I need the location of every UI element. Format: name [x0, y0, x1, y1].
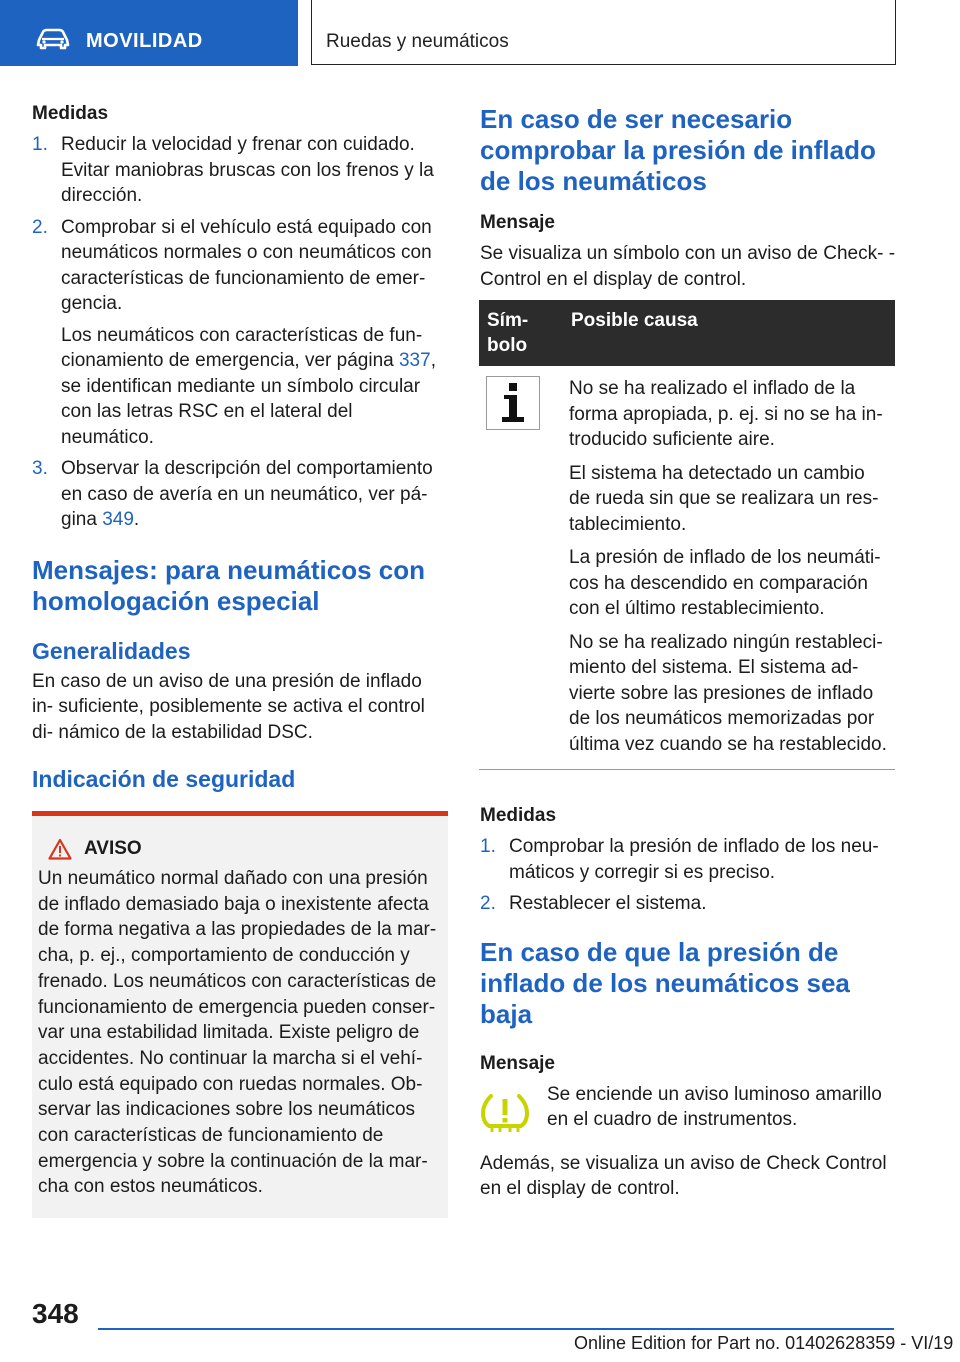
low-pressure-heading: En caso de que la presión de inflado de los neumáticos sea baja [480, 936, 850, 1029]
step-text: Comprobar si el vehículo está equipado con neumáticos normales o con neumáticos con características de funcionamiento de emer- gencia. [61, 216, 432, 314]
list-item [480, 891, 896, 917]
message-title: Mensaje [480, 212, 555, 233]
step-number: 2. [480, 893, 496, 914]
chapter-label: Ruedas y neumáticos [326, 31, 509, 52]
info-icon [486, 376, 540, 430]
chapter-tab[interactable] [311, 0, 896, 65]
table-header-row [479, 300, 895, 366]
page-link-337[interactable]: 337 [398, 350, 431, 371]
section-heading: Mensajes: para neumáticos con homologación especial [32, 554, 426, 616]
cause-text: No se ha realizado el inflado de la forma apropiada, p. ej. si no se ha in- troducido suficiente aire. [569, 378, 883, 450]
warning-lamp-row [480, 1082, 896, 1139]
page-number: 348 [32, 1298, 79, 1329]
list-item [32, 456, 448, 533]
step-text [61, 456, 448, 533]
step-note [61, 323, 448, 451]
section-tab[interactable] [0, 0, 298, 66]
table-header-cause: Posible causa [563, 300, 895, 366]
step-number: 3. [32, 458, 48, 479]
cause-text: No se ha realizado ningún restableci- miento del sistema. El sistema ad- vierte sobre las presiones de inflado de los neumáticos memorizadas por última vez cuando se ha restablecido. [569, 631, 887, 755]
generalidades-heading: Generalidades [32, 637, 191, 664]
right-column [480, 102, 896, 1210]
warning-triangle-icon [48, 838, 72, 860]
generalidades-text: En caso de un aviso de una presión de inflado in- suficiente, posiblemente se activa el control di- námico de la estabilidad DSC. [32, 670, 425, 743]
step-number: 2. [32, 216, 48, 238]
lamp-text: Se enciende un aviso luminoso amarillo en el cuadro de instrumentos. [547, 1083, 882, 1130]
check-pressure-heading: En caso de ser necesario comprobar la presión de inflado de los neumáticos [480, 104, 876, 196]
page-link-349[interactable]: 349 [102, 509, 134, 530]
footer-divider [98, 1328, 894, 1330]
step-text-part: . [133, 509, 140, 530]
step-note-text: , se identifican mediante un símbolo circular con las letras RSC en el lateral del neumático. [61, 350, 436, 448]
edition-note: Online Edition for Part no. 01402628359 - VI/19 [574, 1333, 954, 1353]
list-item [32, 132, 448, 209]
section-label: MOVILIDAD [86, 30, 203, 52]
car-icon [36, 28, 70, 55]
message-title-2: Mensaje [480, 1052, 555, 1074]
step-text-part: Observar la descripción del comportamiento en caso de avería en un neumático, ver pá- gina [61, 458, 433, 530]
tire-pressure-warning-icon [480, 1092, 530, 1139]
step-note-text: Los neumáticos con características de fun- cionamiento de emergencia, ver página [61, 324, 423, 371]
step-text: Reducir la velocidad y frenar con cuidado. Evitar maniobras bruscas con los frenos y la dirección. [61, 134, 434, 206]
table-row [479, 366, 895, 770]
message-text: Se visualiza un símbolo con un aviso de Check- -Control en el display de control. [480, 243, 896, 290]
measures-title: Medidas [32, 103, 109, 124]
safety-heading: Indicación de seguridad [32, 766, 296, 792]
left-column [32, 102, 448, 1218]
table-cell-causes [563, 366, 895, 770]
cause-text: El sistema ha detectado un cambio de rueda sin que se realizara un res- tablecimiento. [569, 462, 879, 535]
measures-list-right [480, 834, 896, 917]
final-text: Además, se visualiza un aviso de Check Control en el display de control. [480, 1152, 887, 1199]
list-item [480, 834, 896, 885]
page-header [0, 0, 960, 68]
warning-title [48, 838, 442, 860]
list-item [32, 215, 448, 451]
step-text: Comprobar la presión de inflado de los neu- máticos y corregir si es preciso. [509, 836, 879, 883]
warning-label: AVISO [84, 838, 142, 859]
cause-text: La presión de inflado de los neumáti- cos ha descendido en comparación con el último restablecimiento. [569, 547, 881, 619]
warning-text: Un neumático normal dañado con una presión de inflado demasiado baja o inexistente afecta de forma negativa a las propiedades de la mar- cha, p. ej., comportamiento de conducción y frenado. Los neumáticos con características de funcionamiento de emergencia pueden conser- var una estabilidad limitada. Existe peligro de accidentes. No continuar la marcha si el vehí- culo está equipado con ruedas normales. Ob- servar las indicaciones sobre los neumáticos con características de funcionamiento de emergencia y sobre la continuación de la mar- cha con estos neumáticos. [38, 868, 437, 1198]
step-number: 1. [32, 134, 48, 155]
table-cell-symbol [479, 366, 563, 770]
warning-box [32, 811, 448, 1218]
table-header-symbol: Sím- bolo [479, 300, 563, 366]
step-number: 1. [480, 836, 496, 857]
symbol-table [479, 300, 895, 770]
measures-list [32, 132, 448, 533]
step-text: Restablecer el sistema. [509, 893, 707, 914]
measures-title-right: Medidas [480, 805, 557, 826]
